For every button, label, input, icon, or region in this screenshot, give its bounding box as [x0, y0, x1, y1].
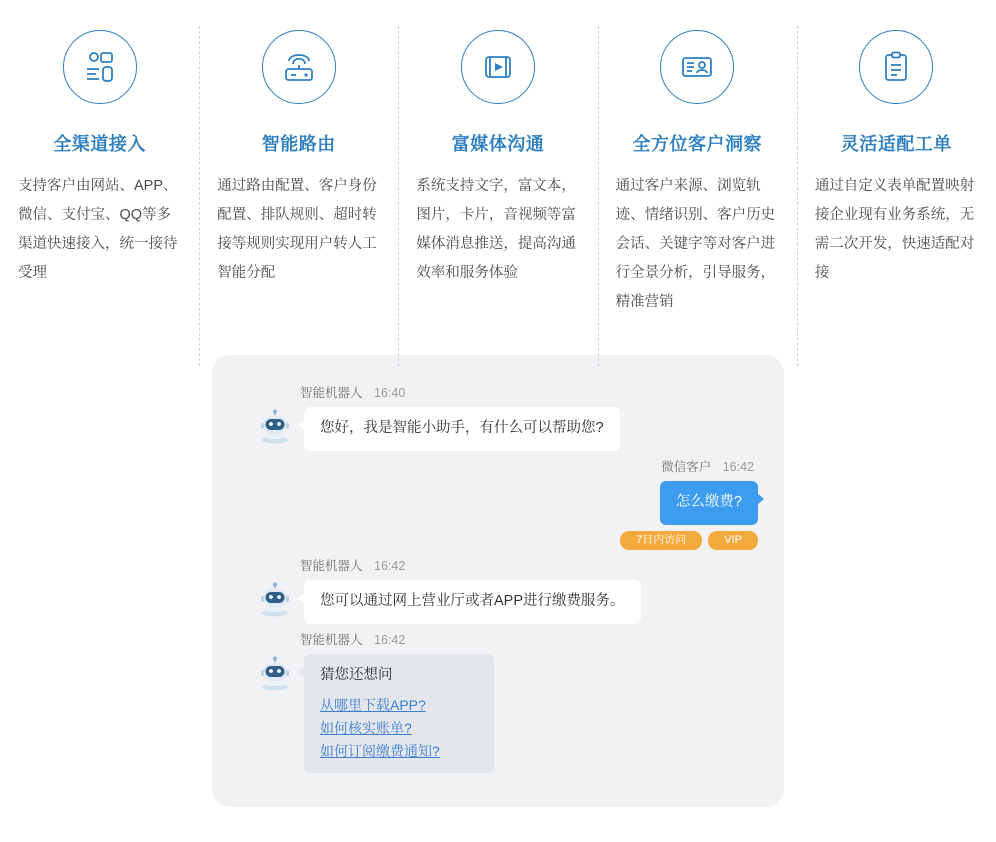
- chat-message-bot-greeting: [238, 383, 758, 451]
- suggestion-link-download-app[interactable]: 从哪里下载APP?: [320, 697, 426, 714]
- chat-message-bot-answer: [238, 556, 758, 624]
- feature-item-rich-media: [398, 18, 597, 317]
- suggestion-link-subscribe-notice[interactable]: 如何订阅缴费通知?: [320, 742, 440, 759]
- message-bubble: 您好，我是智能小助手，有什么可以帮助您?: [304, 407, 620, 451]
- chat-message-bot-suggestions: [238, 630, 758, 774]
- feature-title: 富媒体沟通: [451, 134, 545, 154]
- feature-desc: 支持客户由网站、APP、微信、支付宝、QQ等多渠道快速接入，统一接待受理: [18, 178, 178, 281]
- message-time: 16:42: [722, 459, 754, 474]
- chat-panel: [212, 355, 784, 807]
- feature-item-customer-insight: [598, 18, 797, 317]
- feature-desc: 系统支持文字，富文本，图片，卡片，音视频等富媒体消息推送，提高沟通效率和服务体验: [416, 178, 576, 281]
- suggestions-title: 猜您还想问: [320, 666, 393, 683]
- feature-item-flexible-ticket: [797, 18, 996, 317]
- chat-message-customer-question: [238, 457, 758, 550]
- message-sender: 微信客户: [661, 459, 712, 474]
- feature-title: 全渠道接入: [53, 134, 146, 154]
- feature-desc: 通过客户来源、浏览轨迹、情绪识别、客户历史会话、关键字等对客户进行全景分析，引导服务，精准营销: [615, 178, 776, 310]
- chat-preview: [212, 355, 784, 807]
- feature-item-smart-router: [199, 18, 398, 317]
- customer-insight-icon: [660, 30, 734, 104]
- feature-title: 智能路由: [261, 134, 336, 154]
- message-time: 16:42: [374, 632, 406, 647]
- status-badge-vip: VIP: [708, 531, 758, 550]
- message-sender: 智能机器人: [300, 632, 363, 647]
- message-bubble: 您可以通过网上营业厅或者APP进行缴费服务。: [304, 580, 641, 624]
- message-time: 16:42: [374, 558, 406, 573]
- rich-media-icon: [461, 30, 535, 104]
- feature-desc: 通过路由配置、客户身份配置、排队规则、超时转接等规则实现用户转人工智能分配: [217, 178, 377, 281]
- robot-avatar: [256, 580, 294, 618]
- message-sender: 智能机器人: [300, 558, 363, 573]
- feature-title: 全方位客户洞察: [632, 134, 762, 154]
- multi-channel-access-icon: [63, 30, 137, 104]
- robot-avatar: [256, 407, 294, 445]
- message-bubble: 怎么缴费?: [660, 481, 758, 525]
- message-bubble-suggestions: [304, 654, 494, 774]
- feature-item-multi-channel-access: [0, 18, 199, 317]
- suggestion-link-verify-bill[interactable]: 如何核实账单?: [320, 720, 412, 737]
- smart-router-icon: [262, 30, 336, 104]
- robot-avatar: [256, 654, 294, 692]
- flexible-ticket-icon: [859, 30, 933, 104]
- feature-list: [0, 0, 996, 317]
- message-time: 16:40: [374, 386, 406, 400]
- message-meta: [300, 383, 758, 401]
- feature-desc: 通过自定义表单配置映射接企业现有业务系统，无需二次开发，快速适配对接: [814, 178, 975, 281]
- status-badge-recent-visit: 7日内访问: [620, 531, 702, 550]
- customer-tags: [238, 531, 758, 550]
- message-meta: [238, 457, 754, 475]
- feature-title: 灵活适配工单: [840, 134, 952, 154]
- message-sender: 智能机器人: [300, 386, 363, 400]
- message-meta: [300, 556, 758, 574]
- message-meta: [300, 630, 758, 648]
